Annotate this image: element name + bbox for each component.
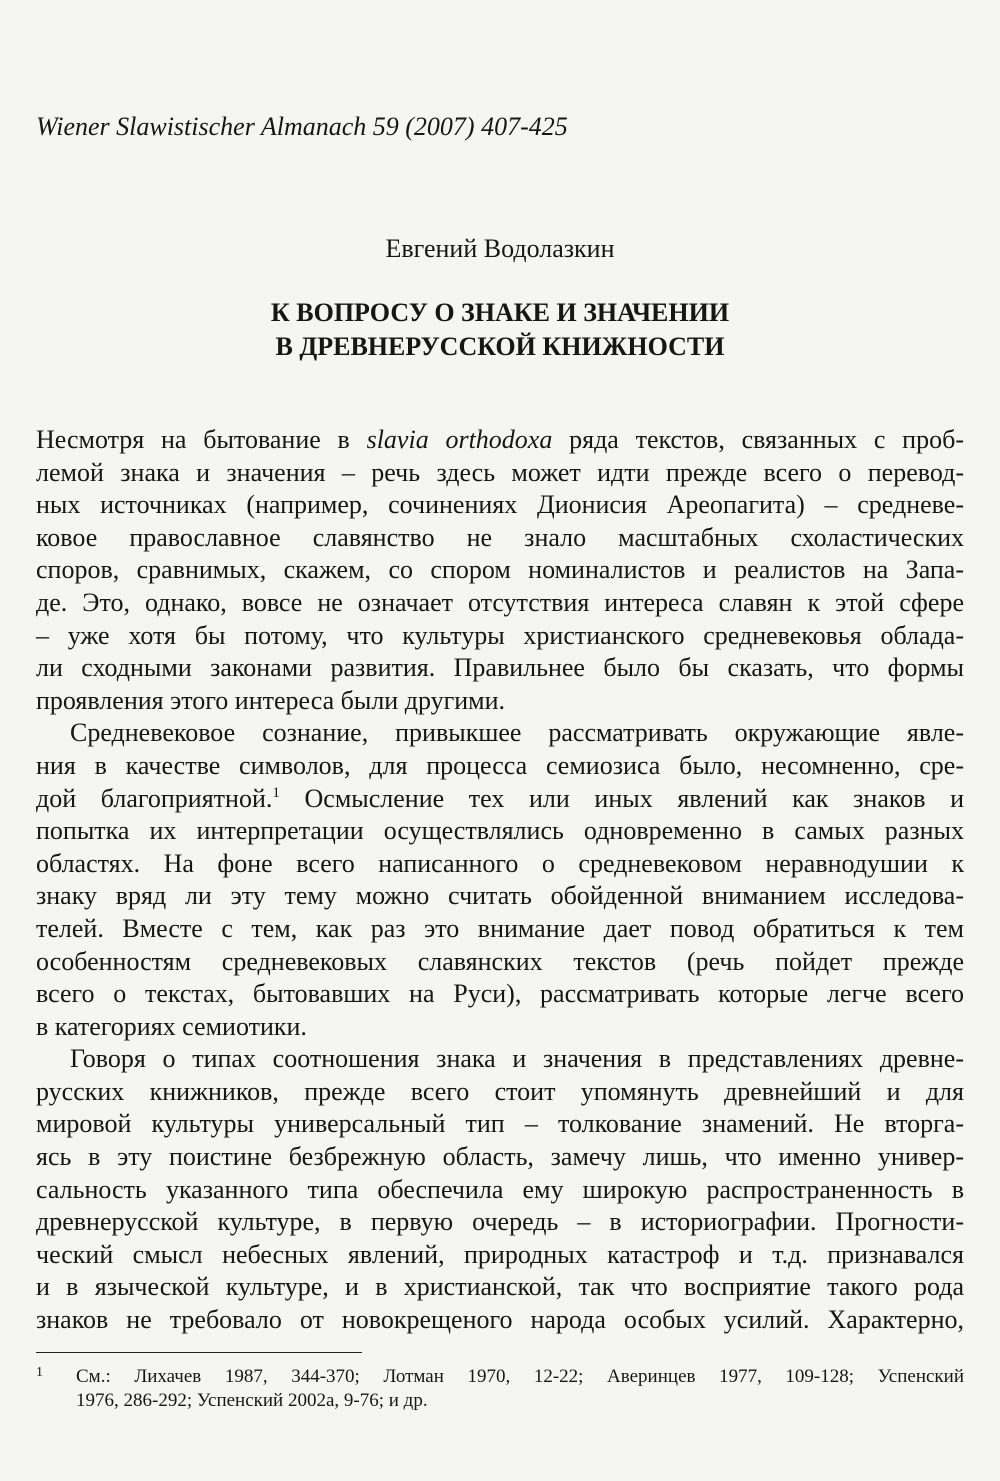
footnote bbox=[36, 1365, 964, 1413]
text-line: знаку вряд ли эту тему можно считать обойденной вниманием исследова- bbox=[36, 881, 964, 911]
text-line: всего о текстах, бытовавших на Руси), рассматривать которые легче всего bbox=[36, 979, 964, 1009]
text-line: мировой культуры универсальный тип – толкование знамений. Не вторга- bbox=[36, 1109, 964, 1139]
text-line bbox=[36, 424, 964, 457]
paragraph-3 bbox=[36, 1043, 964, 1336]
text-line bbox=[36, 783, 964, 816]
text-line: проявления этого интереса были другими. bbox=[36, 685, 506, 715]
text-line: споров, сравнимых, скажем, со спором номиналистов и реалистов на Запа- bbox=[36, 555, 964, 585]
text-line: в категориях семиотики. bbox=[36, 1011, 307, 1041]
text-run: ряда текстов, связанных с проб- bbox=[552, 425, 964, 454]
footnote-line: См.: Лихачев 1987, 344-370; Лотман 1970, 12-22; Аверинцев 1977, 109-128; Успенский bbox=[76, 1366, 964, 1387]
text-line: ния в качестве символов, для процесса семиозиса было, несомненно, сре- bbox=[36, 750, 964, 780]
text-line: ных источниках (например, сочинениях Дионисия Ареопагита) – средневе- bbox=[36, 490, 964, 520]
footnote-reference[interactable]: 1 bbox=[272, 784, 280, 801]
text-line: Говоря о типах соотношения знака и значения в представлениях древне- bbox=[70, 1044, 964, 1074]
text-run: Несмотря на бытование в bbox=[36, 425, 367, 454]
text-line: ясь в эту поистине безбрежную область, замечу лишь, что именно универ- bbox=[36, 1142, 964, 1172]
text-line: и в языческой культуре, и в христианской, так что восприятие такого рода bbox=[36, 1272, 964, 1302]
text-line: Средневековое сознание, привыкшее рассматривать окружающие явле- bbox=[70, 718, 964, 748]
article-body bbox=[36, 424, 964, 1337]
article-title bbox=[0, 296, 1000, 364]
text-line: областях. На фоне всего написанного о средневековом неравнодушии к bbox=[36, 848, 964, 878]
footnote-divider bbox=[36, 1352, 362, 1353]
text-line: русских книжников, прежде всего стоит упомянуть древнейший и для bbox=[36, 1076, 964, 1106]
journal-reference: Wiener Slawistischer Almanach 59 (2007) 407-425 bbox=[36, 112, 568, 141]
text-run: Осмысление тех или иных явлений как знаков и bbox=[279, 783, 965, 813]
text-line: ли сходными законами развития. Правильнее было бы сказать, что формы bbox=[36, 653, 964, 683]
text-run: дой благоприятной. bbox=[36, 783, 273, 813]
author-name: Евгений Водолазкин bbox=[385, 234, 615, 263]
text-line: попытка их интерпретации осуществлялись одновременно в самых разных bbox=[36, 816, 964, 846]
footnote-text bbox=[76, 1365, 964, 1413]
paragraph-1 bbox=[36, 424, 964, 717]
article-title-line-1: К ВОПРОСУ О ЗНАКЕ И ЗНАЧЕНИИ bbox=[270, 298, 730, 327]
text-line: сальность указанного типа обеспечила ему широкую распространенность в bbox=[36, 1174, 964, 1204]
text-line: – уже хотя бы потому, что культуры христианского средневековья облада- bbox=[36, 620, 964, 650]
text-line: лемой знака и значения – речь здесь может идти прежде всего о перевод- bbox=[36, 457, 964, 487]
article-title-line-2: В ДРЕВНЕРУССКОЙ КНИЖНОСТИ bbox=[275, 332, 725, 361]
text-line: де. Это, однако, вовсе не означает отсутствия интереса славян к этой сфере bbox=[36, 587, 964, 617]
text-line: знаков не требовало от новокрещеного народа особых усилий. Характерно, bbox=[36, 1305, 964, 1335]
text-line: особенностям средневековых славянских текстов (речь пойдет прежде bbox=[36, 946, 964, 976]
text-line: древнерусской культуре, в первую очередь – в историографии. Прогности- bbox=[36, 1207, 964, 1237]
italic-term: slavia orthodoxa bbox=[366, 425, 553, 454]
footnote-line: 1976, 286-292; Успенский 2002а, 9-76; и др. bbox=[76, 1390, 428, 1411]
text-line: телей. Вместе с тем, как раз это внимание дает повод обратиться к тем bbox=[36, 913, 964, 943]
text-line: ческий смысл небесных явлений, природных катастроф и т.д. признавался bbox=[36, 1239, 964, 1269]
footnote-number: 1 bbox=[36, 1365, 43, 1380]
text-line: ковое православное славянство не знало масштабных схоластических bbox=[36, 522, 964, 552]
paragraph-2 bbox=[36, 717, 964, 1043]
